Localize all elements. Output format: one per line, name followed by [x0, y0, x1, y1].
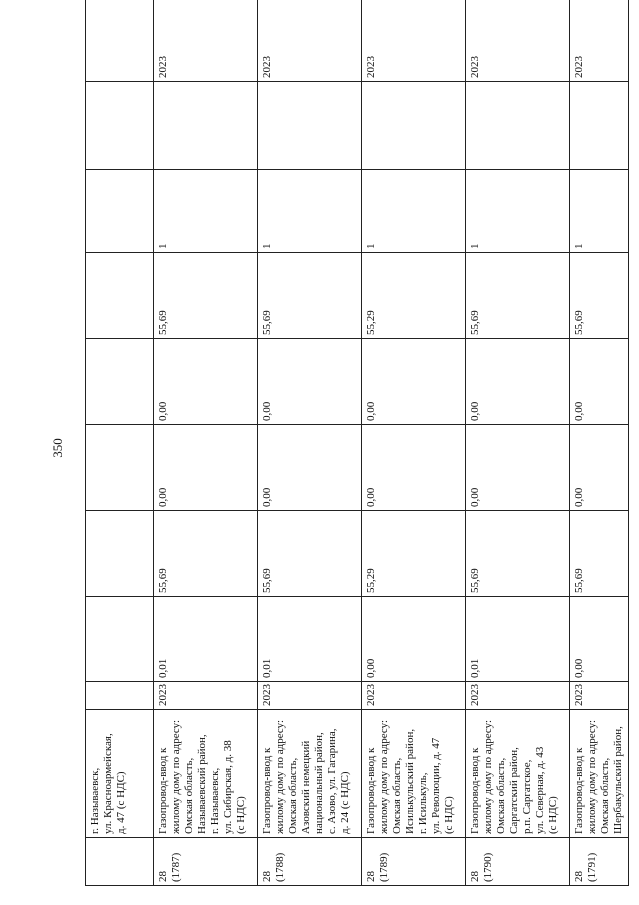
cell-empty: [86, 82, 154, 170]
row-code: (1787): [170, 852, 182, 882]
name-line: Омская область,: [391, 757, 403, 834]
table-row: [362, 0, 466, 886]
cell-value: 1: [362, 170, 466, 253]
cell-value: 55,69: [570, 511, 629, 597]
name-line: (с НДС): [443, 796, 455, 834]
name-line: ул. Революции, д. 47: [430, 737, 442, 834]
name-line: р.п. Саргатское,: [521, 759, 533, 834]
name-line: жилому дому по адресу:: [586, 720, 598, 834]
name-line: жилому дому по адресу:: [482, 720, 494, 834]
name-line: жилому дому по адресу:: [170, 720, 182, 834]
name-line: жилому дому по адресу:: [274, 720, 286, 834]
cell-value: [258, 82, 362, 170]
cell-empty: [86, 170, 154, 253]
name-line: Газопровод-ввод к: [157, 747, 169, 834]
cell-empty: [86, 511, 154, 597]
cell-year: 2023: [258, 0, 362, 82]
cell-year: 2023: [570, 682, 629, 710]
cell-value: 55,69: [258, 511, 362, 597]
name-line: ул. Северная, д. 43: [534, 746, 546, 834]
name-line: г. Называевск,: [209, 767, 221, 834]
cell-value: 1: [154, 170, 258, 253]
cell-value: 55,69: [466, 511, 570, 597]
cell-name: [362, 710, 466, 838]
name-line: жилому дому по адресу:: [378, 720, 390, 834]
cell-value: 0,00: [362, 339, 466, 425]
name-line: Называевский район,: [196, 734, 208, 834]
cell-empty: [86, 253, 154, 339]
cell-empty: [86, 339, 154, 425]
cell-value: 0,01: [466, 597, 570, 682]
row-number: 28: [365, 871, 377, 882]
cell-value: 55,69: [154, 253, 258, 339]
cell-value: [154, 82, 258, 170]
name-line: д. 47 (с НДС): [115, 771, 127, 834]
table-row: [154, 0, 258, 886]
investment-table: [85, 0, 629, 886]
cell-value: 0,00: [154, 425, 258, 511]
name-line: Омская область,: [287, 757, 299, 834]
name-line: Шербакульский район,: [612, 726, 624, 834]
name-line: г. Исилькуль,: [417, 772, 429, 834]
cell-value: 0,00: [258, 425, 362, 511]
cell-value: 0,00: [258, 339, 362, 425]
cell-year: 2023: [362, 0, 466, 82]
row-code: (1790): [482, 852, 494, 882]
cell-year: 2023: [570, 0, 629, 82]
cell-value: 0,00: [362, 425, 466, 511]
name-line: Омская область,: [183, 757, 195, 834]
cell-value: [466, 82, 570, 170]
row-number: 28: [469, 871, 481, 882]
cell-num: [154, 838, 258, 886]
name-line: Газопровод-ввод к: [365, 747, 377, 834]
row-code: (1791): [586, 852, 598, 882]
cell-year: 2023: [466, 0, 570, 82]
cell-value: 0,01: [258, 597, 362, 682]
cell-value: 0,01: [154, 597, 258, 682]
name-line: Омская область,: [495, 757, 507, 834]
cell-empty: [86, 425, 154, 511]
cell-value: 0,00: [466, 339, 570, 425]
row-code: (1788): [274, 852, 286, 882]
cell-num: [258, 838, 362, 886]
table-body: [86, 0, 629, 886]
table-stage: [85, 18, 624, 886]
cell-value: 1: [258, 170, 362, 253]
cell-value: 0,00: [570, 597, 629, 682]
cell-value: [362, 82, 466, 170]
cell-name: [154, 710, 258, 838]
name-line: Омская область,: [599, 757, 611, 834]
row-number: 28: [573, 871, 585, 882]
cell-value: 55,69: [154, 511, 258, 597]
table-row: [570, 0, 629, 886]
name-line: с. Азово, ул. Гагарина,: [326, 728, 338, 834]
cell-value: 55,29: [362, 253, 466, 339]
cell-value: 0,00: [362, 597, 466, 682]
cell-year: 2023: [466, 682, 570, 710]
cell-name: [86, 710, 154, 838]
cell-num: [362, 838, 466, 886]
cell-num: [86, 838, 154, 886]
cell-empty: [86, 597, 154, 682]
cell-value: 55,29: [362, 511, 466, 597]
name-line: Азовский немецкий: [300, 740, 312, 834]
cell-year: 2023: [154, 0, 258, 82]
row-code: (1789): [378, 852, 390, 882]
name-line: национальный район,: [313, 732, 325, 834]
table-row-continuation: [86, 0, 154, 886]
cell-year: 2023: [362, 682, 466, 710]
table-row: [466, 0, 570, 886]
cell-value: 55,69: [570, 253, 629, 339]
table-rotated: [85, 18, 624, 886]
name-line: (с НДС): [235, 796, 247, 834]
cell-value: 1: [570, 170, 629, 253]
cell-name: [570, 710, 629, 838]
cell-empty: [86, 0, 154, 82]
cell-value: 0,00: [154, 339, 258, 425]
name-line: г. Называевск,: [89, 767, 101, 834]
name-line: Исилькульский район,: [404, 728, 416, 834]
name-line: ул. Красноармейская,: [102, 733, 114, 834]
name-line: Газопровод-ввод к: [469, 747, 481, 834]
cell-value: [570, 82, 629, 170]
cell-value: 0,00: [570, 339, 629, 425]
row-number: 28: [157, 871, 169, 882]
table-row: [258, 0, 362, 886]
cell-year: 2023: [154, 682, 258, 710]
name-line: (с НДС): [547, 796, 559, 834]
page-number: 350: [50, 438, 65, 458]
name-line: д. 24 (с НДС): [339, 771, 351, 834]
name-line: Саргатский район,: [508, 747, 520, 834]
cell-empty: [86, 682, 154, 710]
name-line: Газопровод-ввод к: [261, 747, 273, 834]
cell-name: [466, 710, 570, 838]
cell-num: [466, 838, 570, 886]
cell-value: 1: [466, 170, 570, 253]
cell-value: 0,00: [466, 425, 570, 511]
cell-year: 2023: [258, 682, 362, 710]
cell-name: [258, 710, 362, 838]
name-line: ул. Сибирская, д. 38: [222, 740, 234, 834]
cell-num: [570, 838, 629, 886]
row-number: 28: [261, 871, 273, 882]
cell-value: 55,69: [466, 253, 570, 339]
cell-value: 0,00: [570, 425, 629, 511]
name-line: Газопровод-ввод к: [573, 747, 585, 834]
cell-value: 55,69: [258, 253, 362, 339]
